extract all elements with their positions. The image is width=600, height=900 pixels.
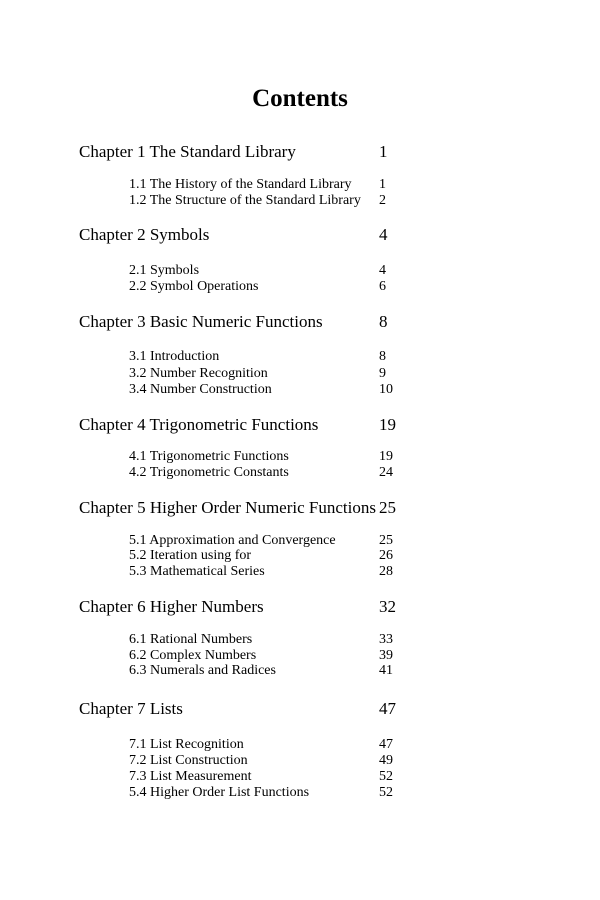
section-title: 2.1 Symbols xyxy=(129,263,200,278)
section-2-1-entry xyxy=(129,263,409,279)
section-page-number: 39 xyxy=(379,648,393,663)
chapter-3-entry xyxy=(79,312,409,332)
chapter-title: Chapter 5 Higher Order Numeric Functions xyxy=(79,498,376,517)
section-title: 6.1 Rational Numbers xyxy=(129,632,253,647)
section-5-3-entry xyxy=(129,564,409,580)
chapter-2-entry xyxy=(79,225,409,245)
chapter-page-number: 47 xyxy=(379,699,396,718)
section-page-number: 28 xyxy=(379,564,393,579)
section-title: 5.1 Approximation and Convergence xyxy=(129,533,336,548)
section-3-1-entry xyxy=(129,349,409,365)
section-6-1-entry xyxy=(129,632,409,648)
section-page-number: 2 xyxy=(379,193,386,208)
section-2-2-entry xyxy=(129,279,409,295)
section-3-2-entry xyxy=(129,366,409,382)
section-page-number: 4 xyxy=(379,263,386,278)
chapter-1-entry xyxy=(79,142,409,162)
section-5-2-entry xyxy=(129,548,409,564)
section-page-number: 25 xyxy=(379,533,393,548)
section-5-1-entry xyxy=(129,533,409,549)
section-title: 7.2 List Construction xyxy=(129,753,248,768)
section-page-number: 41 xyxy=(379,663,393,678)
section-title: 4.2 Trigonometric Constants xyxy=(129,465,289,480)
chapter-page-number: 19 xyxy=(379,415,396,434)
page-title: Contents xyxy=(252,85,348,112)
section-page-number: 49 xyxy=(379,753,393,768)
section-title: 5.2 Iteration using for xyxy=(129,548,252,563)
section-7-2-entry xyxy=(129,753,409,769)
chapter-title: Chapter 6 Higher Numbers xyxy=(79,597,264,616)
chapter-page-number: 1 xyxy=(379,142,388,161)
section-title: 3.2 Number Recognition xyxy=(129,366,268,381)
section-page-number: 19 xyxy=(379,449,393,464)
section-title: 4.1 Trigonometric Functions xyxy=(129,449,289,464)
section-page-number: 8 xyxy=(379,349,386,364)
chapter-7-entry xyxy=(79,699,409,719)
section-4-2-entry xyxy=(129,465,409,481)
section-4-1-entry xyxy=(129,449,409,465)
section-page-number: 26 xyxy=(379,548,393,563)
section-page-number: 47 xyxy=(379,737,393,752)
chapter-page-number: 25 xyxy=(379,498,396,517)
section-title: 7.1 List Recognition xyxy=(129,737,244,752)
section-page-number: 10 xyxy=(379,382,393,397)
section-7-3-entry xyxy=(129,769,409,785)
section-6-3-entry xyxy=(129,663,409,679)
chapter-title: Chapter 1 The Standard Library xyxy=(79,142,296,161)
chapter-title: Chapter 7 Lists xyxy=(79,699,183,718)
section-title: 1.1 The History of the Standard Library xyxy=(129,177,352,192)
section-title: 6.2 Complex Numbers xyxy=(129,648,257,663)
chapter-page-number: 8 xyxy=(379,312,388,331)
section-7-4-entry xyxy=(129,785,409,801)
section-title: 6.3 Numerals and Radices xyxy=(129,663,276,678)
section-1-2-entry xyxy=(129,193,409,209)
chapter-6-entry xyxy=(79,597,409,617)
section-title: 3.4 Number Construction xyxy=(129,382,272,397)
section-title: 5.3 Mathematical Series xyxy=(129,564,265,579)
section-6-2-entry xyxy=(129,648,409,664)
section-page-number: 24 xyxy=(379,465,393,480)
section-page-number: 9 xyxy=(379,366,386,381)
section-title: 1.2 The Structure of the Standard Library xyxy=(129,193,361,208)
section-page-number: 33 xyxy=(379,632,393,647)
chapter-4-entry xyxy=(79,415,409,435)
chapter-page-number: 32 xyxy=(379,597,396,616)
section-3-4-entry xyxy=(129,382,409,398)
section-title: 2.2 Symbol Operations xyxy=(129,279,259,294)
section-page-number: 52 xyxy=(379,769,393,784)
chapter-5-entry xyxy=(79,498,409,518)
section-page-number: 52 xyxy=(379,785,393,800)
section-title: 5.4 Higher Order List Functions xyxy=(129,785,310,800)
section-page-number: 1 xyxy=(379,177,386,192)
section-title: 7.3 List Measurement xyxy=(129,769,252,784)
section-page-number: 6 xyxy=(379,279,386,294)
chapter-title: Chapter 4 Trigonometric Functions xyxy=(79,415,319,434)
chapter-title: Chapter 3 Basic Numeric Functions xyxy=(79,312,323,331)
section-title: 3.1 Introduction xyxy=(129,349,220,364)
section-1-1-entry xyxy=(129,177,409,193)
chapter-title: Chapter 2 Symbols xyxy=(79,225,210,244)
chapter-page-number: 4 xyxy=(379,225,388,244)
section-7-1-entry xyxy=(129,737,409,753)
